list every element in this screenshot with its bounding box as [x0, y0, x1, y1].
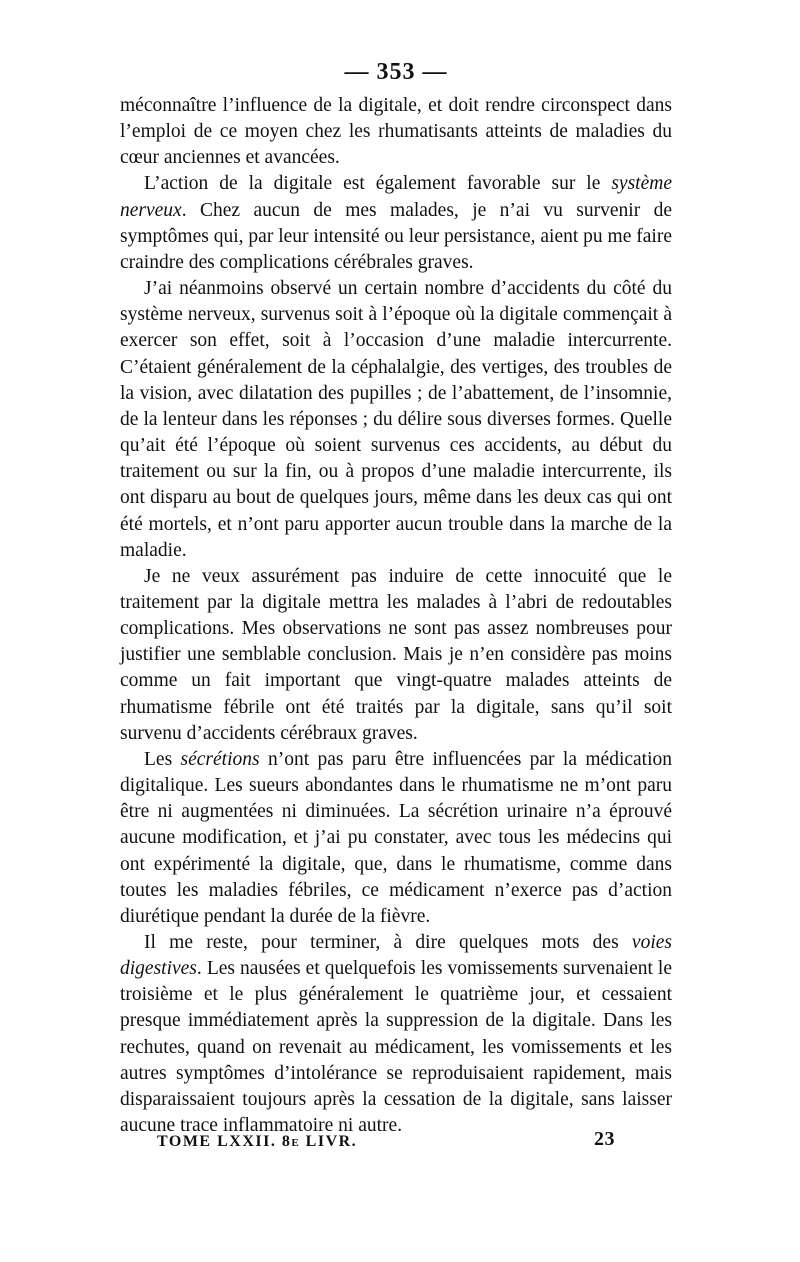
paragraph — [120, 276, 672, 564]
paragraph — [120, 747, 672, 930]
paragraph-text: . Chez aucun de mes malades, je n’ai vu survenir de symptômes qui, par leur intensité ou leur persistance, aient pu me faire craindre des complications cérébrales graves. — [120, 199, 672, 273]
paragraph-text: n’ont pas paru être influencées par la médication digitalique. Les sueurs abondantes dans le rhumatisme ne m’ont paru être ni augmentées ni diminuées. La sécrétion urinaire n’a éprouvé aucune modification, et j’ai pu constater, avec tous les médecins qui ont expérimenté la digitale, que, dans le rhumatisme, comme dans toutes les maladies fébriles, ce médicament n’exerce pas d’action diurétique pendant la durée de la fièvre. — [120, 748, 673, 927]
sheet-number: 23 — [594, 1128, 615, 1150]
book-page — [120, 56, 672, 1139]
paragraph-text: L’action de la digitale est également favorable sur le — [144, 173, 612, 195]
italic-text: sécrétions — [180, 748, 260, 770]
italic-text: système nerveux — [120, 173, 672, 221]
paragraph — [120, 930, 672, 1139]
paragraph — [120, 171, 672, 276]
signature-mark: TOME LXXII. 8e LIVR. — [157, 1133, 358, 1150]
body-text — [120, 93, 672, 1139]
paragraph — [120, 564, 672, 747]
paragraph-text: méconnaître l’influence de la digitale, et doit rendre circonspect dans l’emploi de ce moyen chez les rhumatisants atteints de maladies du cœur anciennes et avancées. — [120, 95, 672, 169]
paragraph — [120, 93, 672, 171]
paragraph-text: . Les nausées et quelquefois les vomissements survenaient le troisième et le plus généralement le quatrième jour, et cessaient presque immédiatement après la suppression de la digitale. Dans les rechutes, quand on revenait au médicament, les vomissements et les autres symptômes d’intolérance se reproduisaient rapidement, mais disparaissaient toujours après la cessation de la digitale, sans laisser aucune trace inflammatoire ni autre. — [120, 958, 672, 1137]
paragraph-text: J’ai néanmoins observé un certain nombre d’accidents du côté du système nerveux, survenus soit à l’époque où la digitale commençait à exercer son effet, soit à l’occasion d’une maladie intercurrente. C’étaient généralement de la céphalalgie, des vertiges, des troubles de la vision, avec dilatation des pupilles ; de l’abattement, de l’insomnie, de la lenteur dans les réponses ; du délire sous diverses formes. Quelle qu’ait été l’époque où soient survenus ces accidents, au début du traitement ou sur la fin, ou à propos d’une maladie intercurrente, ils ont disparu au bout de quelques jours, même dans les deux cas qui ont été mortels, et n’ont paru apporter aucun trouble dans la marche de la maladie. — [120, 278, 672, 561]
page-number: — 353 — — [344, 59, 448, 85]
paragraph-text: Il me reste, pour terminer, à dire quelques mots des — [144, 932, 632, 953]
paragraph-text: Les — [144, 748, 181, 770]
paragraph-text: Je ne veux assurément pas induire de cette innocuité que le traitement par la digitale mettra les malades à l’abri de redoutables complications. Mes observations ne sont pas assez nombreuses pour justifier une semblable conclusion. Mais je n’en considère pas moins comme un fait important que vingt-quatre malades atteints de rhumatisme fébrile ont été traités par la digitale, sans qu’il soit survenu d’accidents cérébraux graves. — [120, 565, 672, 744]
italic-text: voies digestives — [120, 932, 672, 980]
